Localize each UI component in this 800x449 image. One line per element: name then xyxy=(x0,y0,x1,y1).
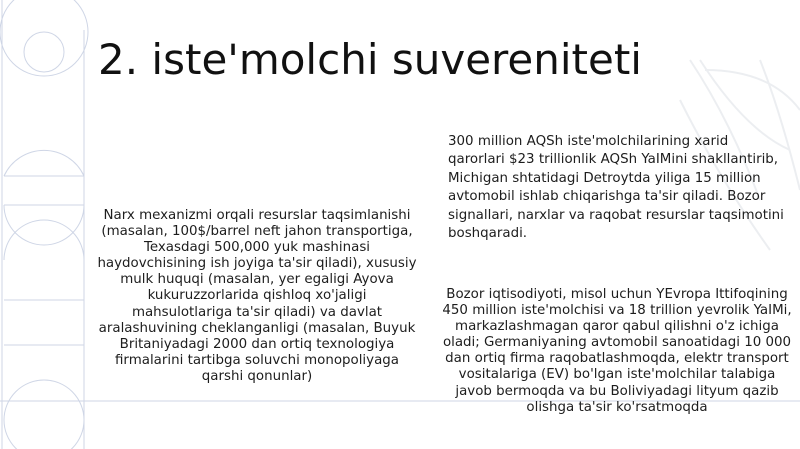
left-text-block: Narx mexanizmi orqali resurslar taqsimlanishi (masalan, 100$/barrel neft jahon transportiga, Texasdagi 500,000 yuk mashinasi haydovchisining ish joyiga ta'sir qiladi), xususiy mulk huquqi (masalan, yer egaligi Ayova kukuruzzorlarida qishloq xo'jaligi mahsulotlariga ta'sir qiladi) va davlat aralashuvining cheklanganligi (masalan, Buyuk Britaniyadagi 2000 dan ortiq texnologiya firmalarini tartibga soluvchi monopoliyaga qarshi qonunlar) xyxy=(97,208,417,384)
deco-circle-small xyxy=(24,32,64,72)
right-bottom-text-block: Bozor iqtisodiyoti, misol uchun YEvropa Ittifoqining 450 million iste'molchisi va 18 trillion yevrolik YaIMi, markazlashmagan qaror qabul qilishni o'z ichiga oladi; Germaniyaning avtomobil sanoatidagi 10 000 dan ortiq firma raqobatlashmoqda, elektr transport vositalariga (EV) bo'lgan iste'molchilar talabiga javob bermoqda va bu Boliviyadagi lityum qazib olishga ta'sir ko'rsatmoqda xyxy=(442,287,792,415)
deco-arc xyxy=(4,150,84,176)
right-top-text-block: 300 million AQSh iste'molchilarining xarid qarorlari $23 trillionlik AQSh YaIMini shakllantirib, Michigan shtatidagi Detroytda yiliga 15 million avtomobil ishlab chiqarishga ta'sir qiladi. Bozor signallari, narxlar va raqobat resurslar taqsimotini boshqaradi. xyxy=(448,134,784,242)
deco-circle-large xyxy=(0,0,88,76)
page-title: 2. iste'molchi suvereniteti xyxy=(98,35,642,85)
deco-semicircle xyxy=(4,205,84,245)
deco-circle-bottom xyxy=(4,380,84,449)
